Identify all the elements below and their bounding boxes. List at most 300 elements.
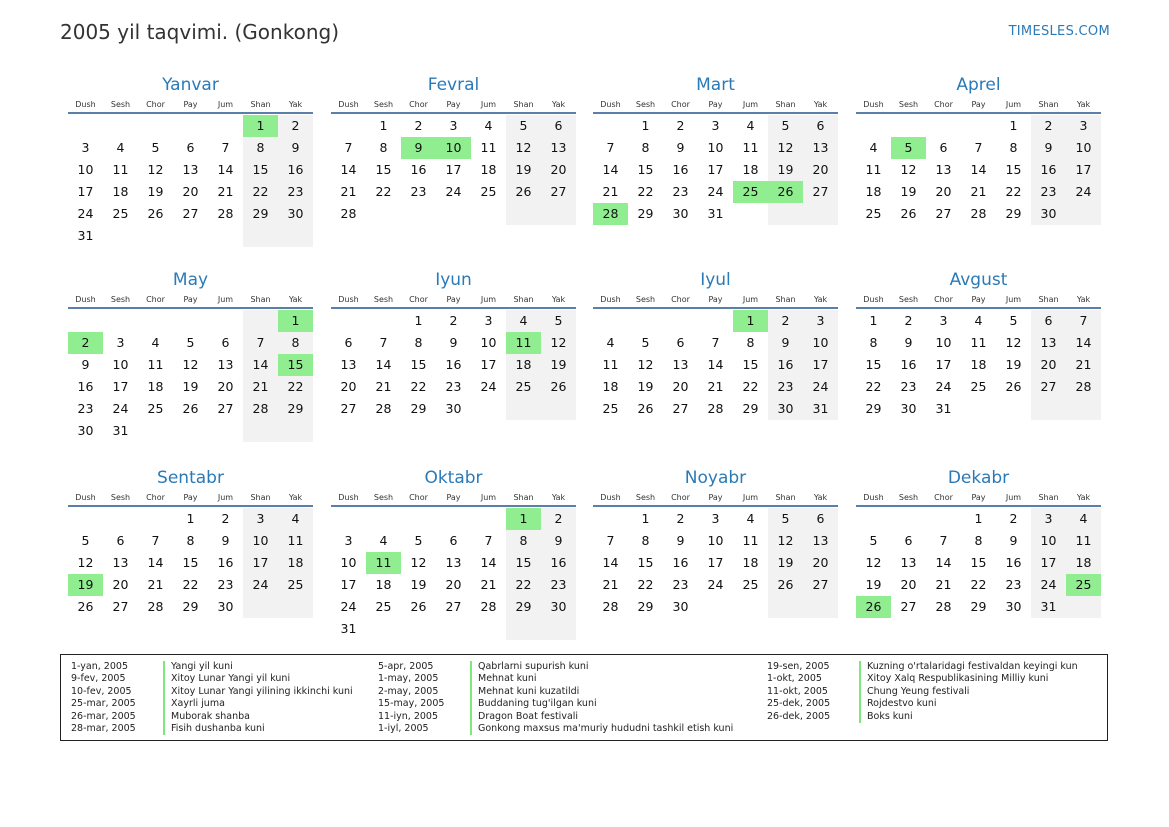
day-cell[interactable]: 10 — [707, 140, 724, 155]
day-cell[interactable]: 1 — [869, 313, 878, 328]
day-cell[interactable]: 17 — [707, 555, 724, 570]
day-cell[interactable]: 10 — [935, 335, 952, 350]
day-cell[interactable]: 11 — [112, 162, 129, 177]
day-cell[interactable]: 6 — [541, 115, 576, 137]
day-cell[interactable]: 13 — [541, 137, 576, 159]
day-cell[interactable]: 30 — [900, 401, 917, 416]
day-cell[interactable]: 9 — [904, 335, 913, 350]
day-cell[interactable]: 7 — [221, 140, 230, 155]
day-cell[interactable]: 8 — [186, 533, 195, 548]
day-cell[interactable]: 4 — [1066, 508, 1101, 530]
day-cell[interactable]: 3 — [1031, 508, 1066, 530]
day-cell[interactable]: 25 — [480, 184, 497, 199]
day-cell[interactable]: 27 — [803, 181, 838, 203]
day-cell[interactable]: 18 — [112, 184, 129, 199]
day-cell[interactable]: 7 — [939, 533, 948, 548]
day-cell[interactable]: 2 — [221, 511, 230, 526]
day-cell[interactable]: 14 — [147, 555, 164, 570]
day-cell[interactable]: 14 — [217, 162, 234, 177]
day-cell[interactable]: 3 — [116, 335, 125, 350]
day-cell[interactable]: 8 — [1009, 140, 1018, 155]
day-cell[interactable]: 5 — [768, 115, 803, 137]
day-cell[interactable]: 7 — [344, 140, 353, 155]
day-cell[interactable]: 9 — [676, 140, 685, 155]
day-cell[interactable]: 20 — [182, 184, 199, 199]
day-cell[interactable]: 26 — [410, 599, 427, 614]
day-cell[interactable]: 24 — [480, 379, 497, 394]
day-cell[interactable]: 3 — [711, 118, 720, 133]
day-cell[interactable]: 22 — [410, 379, 427, 394]
day-cell[interactable]: 23 — [541, 574, 576, 596]
day-cell[interactable]: 15 — [243, 159, 278, 181]
day-cell[interactable]: 10 — [1031, 530, 1066, 552]
day-cell[interactable]: 21 — [147, 577, 164, 592]
day-cell[interactable]: 10 — [480, 335, 497, 350]
day-cell[interactable]: 28 — [1066, 376, 1101, 398]
day-cell[interactable]: 29 — [182, 599, 199, 614]
day-cell[interactable]: 15 — [182, 555, 199, 570]
day-cell[interactable]: 24 — [340, 599, 357, 614]
day-cell[interactable]: 17 — [480, 357, 497, 372]
day-cell[interactable]: 6 — [939, 140, 948, 155]
day-cell[interactable]: 3 — [484, 313, 493, 328]
day-cell[interactable]: 12 — [1005, 335, 1022, 350]
day-cell[interactable]: 6 — [803, 115, 838, 137]
day-cell[interactable]: 6 — [116, 533, 125, 548]
day-cell[interactable]: 28 — [375, 401, 392, 416]
day-cell[interactable]: 29 — [637, 206, 654, 221]
day-cell[interactable]: 21 — [935, 577, 952, 592]
day-cell[interactable]: 22 — [182, 577, 199, 592]
day-cell[interactable]: 16 — [445, 357, 462, 372]
day-cell[interactable]: 17 — [445, 162, 462, 177]
day-cell[interactable]: 15 — [865, 357, 882, 372]
day-cell[interactable]: 21 — [375, 379, 392, 394]
day-cell[interactable]: 5 — [186, 335, 195, 350]
day-cell[interactable]: 28 — [935, 599, 952, 614]
day-cell[interactable]: 19 — [900, 184, 917, 199]
day-cell[interactable]: 30 — [672, 206, 689, 221]
day-cell[interactable]: 12 — [637, 357, 654, 372]
day-cell[interactable]: 11 — [602, 357, 619, 372]
day-cell[interactable]: 9 — [768, 332, 803, 354]
day-cell[interactable]: 13 — [803, 530, 838, 552]
day-cell[interactable]: 13 — [445, 555, 462, 570]
day-cell[interactable]: 16 — [278, 159, 313, 181]
day-cell[interactable]: 3 — [939, 313, 948, 328]
day-cell[interactable]: 25 — [278, 574, 313, 596]
day-cell[interactable]: 5 — [541, 310, 576, 332]
day-cell[interactable]: 18 — [1066, 552, 1101, 574]
day-cell[interactable]: 24 — [935, 379, 952, 394]
day-cell[interactable]: 5 — [81, 533, 90, 548]
day-cell[interactable]: 15 — [742, 357, 759, 372]
day-cell[interactable]: 17 — [1031, 552, 1066, 574]
day-cell[interactable]: 22 — [278, 376, 313, 398]
day-cell[interactable]: 25 — [506, 376, 541, 398]
day-cell[interactable]: 8 — [414, 335, 423, 350]
day-cell[interactable]: 29 — [278, 398, 313, 420]
day-cell[interactable]: 4 — [606, 335, 615, 350]
day-cell[interactable]: 14 — [970, 162, 987, 177]
day-cell[interactable]: 8 — [974, 533, 983, 548]
day-cell[interactable]: 6 — [1031, 310, 1066, 332]
day-cell[interactable]: 27 — [935, 206, 952, 221]
day-cell[interactable]: 10 — [803, 332, 838, 354]
day-cell[interactable]: 18 — [375, 577, 392, 592]
day-cell[interactable]: 16 — [672, 162, 689, 177]
day-cell[interactable]: 11 — [1066, 530, 1101, 552]
day-cell[interactable]: 12 — [147, 162, 164, 177]
day-cell[interactable]: 23 — [768, 376, 803, 398]
day-cell[interactable]: 14 — [340, 162, 357, 177]
day-cell[interactable]: 24 — [803, 376, 838, 398]
day-cell[interactable]: 30 — [768, 398, 803, 420]
day-cell[interactable]: 26 — [506, 181, 541, 203]
day-cell[interactable]: 22 — [742, 379, 759, 394]
day-cell[interactable]: 21 — [707, 379, 724, 394]
day-cell[interactable]: 1 — [186, 511, 195, 526]
day-cell[interactable]: 9 — [449, 335, 458, 350]
day-cell[interactable]: 6 — [803, 508, 838, 530]
day-cell[interactable]: 9 — [221, 533, 230, 548]
day-cell[interactable]: 29 — [410, 401, 427, 416]
day-cell[interactable]: 19 — [147, 184, 164, 199]
holiday-day-cell[interactable]: 10 — [436, 137, 471, 159]
day-cell[interactable]: 2 — [904, 313, 913, 328]
day-cell[interactable]: 27 — [340, 401, 357, 416]
day-cell[interactable]: 11 — [742, 533, 759, 548]
day-cell[interactable]: 3 — [81, 140, 90, 155]
day-cell[interactable]: 2 — [278, 115, 313, 137]
day-cell[interactable]: 24 — [1031, 574, 1066, 596]
day-cell[interactable]: 4 — [116, 140, 125, 155]
day-cell[interactable]: 25 — [602, 401, 619, 416]
day-cell[interactable]: 23 — [900, 379, 917, 394]
holiday-day-cell[interactable]: 1 — [278, 310, 313, 332]
day-cell[interactable]: 24 — [1066, 181, 1101, 203]
day-cell[interactable]: 2 — [449, 313, 458, 328]
day-cell[interactable]: 21 — [1066, 354, 1101, 376]
day-cell[interactable]: 14 — [480, 555, 497, 570]
brand-link[interactable]: TIMESLES.COM — [1008, 24, 1110, 39]
day-cell[interactable]: 2 — [1009, 511, 1018, 526]
day-cell[interactable]: 21 — [243, 376, 278, 398]
day-cell[interactable]: 25 — [375, 599, 392, 614]
day-cell[interactable]: 26 — [637, 401, 654, 416]
day-cell[interactable]: 15 — [506, 552, 541, 574]
day-cell[interactable]: 26 — [147, 206, 164, 221]
day-cell[interactable]: 17 — [77, 184, 94, 199]
day-cell[interactable]: 24 — [112, 401, 129, 416]
day-cell[interactable]: 23 — [672, 577, 689, 592]
day-cell[interactable]: 16 — [672, 555, 689, 570]
day-cell[interactable]: 4 — [974, 313, 983, 328]
day-cell[interactable]: 31 — [112, 423, 129, 438]
day-cell[interactable]: 28 — [217, 206, 234, 221]
day-cell[interactable]: 27 — [182, 206, 199, 221]
holiday-day-cell[interactable]: 25 — [1066, 574, 1101, 596]
day-cell[interactable]: 5 — [151, 140, 160, 155]
day-cell[interactable]: 24 — [707, 577, 724, 592]
day-cell[interactable]: 5 — [1009, 313, 1018, 328]
day-cell[interactable]: 17 — [935, 357, 952, 372]
day-cell[interactable]: 19 — [410, 577, 427, 592]
day-cell[interactable]: 27 — [803, 574, 838, 596]
day-cell[interactable]: 12 — [410, 555, 427, 570]
day-cell[interactable]: 13 — [935, 162, 952, 177]
day-cell[interactable]: 13 — [340, 357, 357, 372]
day-cell[interactable]: 7 — [484, 533, 493, 548]
day-cell[interactable]: 16 — [541, 552, 576, 574]
day-cell[interactable]: 5 — [414, 533, 423, 548]
day-cell[interactable]: 31 — [935, 401, 952, 416]
day-cell[interactable]: 22 — [637, 184, 654, 199]
day-cell[interactable]: 9 — [278, 137, 313, 159]
holiday-day-cell[interactable]: 28 — [593, 203, 628, 225]
day-cell[interactable]: 19 — [506, 159, 541, 181]
day-cell[interactable]: 14 — [935, 555, 952, 570]
day-cell[interactable]: 8 — [869, 335, 878, 350]
day-cell[interactable]: 6 — [904, 533, 913, 548]
day-cell[interactable]: 23 — [77, 401, 94, 416]
day-cell[interactable]: 11 — [278, 530, 313, 552]
day-cell[interactable]: 17 — [803, 354, 838, 376]
day-cell[interactable]: 29 — [1005, 206, 1022, 221]
holiday-day-cell[interactable]: 1 — [243, 115, 278, 137]
day-cell[interactable]: 7 — [974, 140, 983, 155]
day-cell[interactable]: 10 — [243, 530, 278, 552]
day-cell[interactable]: 6 — [221, 335, 230, 350]
day-cell[interactable]: 23 — [217, 577, 234, 592]
day-cell[interactable]: 13 — [217, 357, 234, 372]
day-cell[interactable]: 4 — [506, 310, 541, 332]
holiday-day-cell[interactable]: 5 — [891, 137, 926, 159]
day-cell[interactable]: 14 — [602, 162, 619, 177]
day-cell[interactable]: 2 — [414, 118, 423, 133]
day-cell[interactable]: 11 — [865, 162, 882, 177]
day-cell[interactable]: 3 — [803, 310, 838, 332]
day-cell[interactable]: 19 — [1005, 357, 1022, 372]
holiday-day-cell[interactable]: 9 — [401, 137, 436, 159]
day-cell[interactable]: 3 — [449, 118, 458, 133]
day-cell[interactable]: 5 — [869, 533, 878, 548]
day-cell[interactable]: 7 — [606, 140, 615, 155]
day-cell[interactable]: 30 — [1005, 599, 1022, 614]
day-cell[interactable]: 22 — [970, 577, 987, 592]
day-cell[interactable]: 4 — [379, 533, 388, 548]
day-cell[interactable]: 10 — [340, 555, 357, 570]
day-cell[interactable]: 1 — [1009, 118, 1018, 133]
day-cell[interactable]: 2 — [676, 118, 685, 133]
day-cell[interactable]: 9 — [676, 533, 685, 548]
day-cell[interactable]: 27 — [217, 401, 234, 416]
day-cell[interactable]: 13 — [803, 137, 838, 159]
day-cell[interactable]: 16 — [900, 357, 917, 372]
day-cell[interactable]: 22 — [375, 184, 392, 199]
day-cell[interactable]: 27 — [900, 599, 917, 614]
day-cell[interactable]: 3 — [243, 508, 278, 530]
day-cell[interactable]: 26 — [1005, 379, 1022, 394]
day-cell[interactable]: 16 — [1031, 159, 1066, 181]
day-cell[interactable]: 16 — [77, 379, 94, 394]
day-cell[interactable]: 19 — [182, 379, 199, 394]
day-cell[interactable]: 15 — [410, 357, 427, 372]
day-cell[interactable]: 7 — [151, 533, 160, 548]
holiday-day-cell[interactable]: 2 — [68, 332, 103, 354]
day-cell[interactable]: 25 — [147, 401, 164, 416]
day-cell[interactable]: 28 — [243, 398, 278, 420]
day-cell[interactable]: 7 — [243, 332, 278, 354]
day-cell[interactable]: 1 — [641, 511, 650, 526]
day-cell[interactable]: 26 — [541, 376, 576, 398]
day-cell[interactable]: 12 — [768, 137, 803, 159]
day-cell[interactable]: 7 — [711, 335, 720, 350]
day-cell[interactable]: 11 — [742, 140, 759, 155]
day-cell[interactable]: 5 — [768, 508, 803, 530]
day-cell[interactable]: 31 — [77, 228, 94, 243]
day-cell[interactable]: 20 — [112, 577, 129, 592]
day-cell[interactable]: 8 — [243, 137, 278, 159]
day-cell[interactable]: 3 — [344, 533, 353, 548]
day-cell[interactable]: 30 — [1031, 203, 1066, 225]
day-cell[interactable]: 28 — [480, 599, 497, 614]
day-cell[interactable]: 8 — [278, 332, 313, 354]
day-cell[interactable]: 15 — [375, 162, 392, 177]
day-cell[interactable]: 7 — [1066, 310, 1101, 332]
day-cell[interactable]: 4 — [278, 508, 313, 530]
day-cell[interactable]: 20 — [935, 184, 952, 199]
day-cell[interactable]: 9 — [81, 357, 90, 372]
day-cell[interactable]: 15 — [1005, 162, 1022, 177]
day-cell[interactable]: 30 — [541, 596, 576, 618]
day-cell[interactable]: 23 — [445, 379, 462, 394]
day-cell[interactable]: 12 — [506, 137, 541, 159]
day-cell[interactable]: 26 — [768, 574, 803, 596]
day-cell[interactable]: 13 — [900, 555, 917, 570]
holiday-day-cell[interactable]: 25 — [733, 181, 768, 203]
day-cell[interactable]: 23 — [1031, 181, 1066, 203]
day-cell[interactable]: 31 — [803, 398, 838, 420]
day-cell[interactable]: 11 — [147, 357, 164, 372]
day-cell[interactable]: 9 — [1009, 533, 1018, 548]
day-cell[interactable]: 21 — [602, 184, 619, 199]
holiday-day-cell[interactable]: 19 — [68, 574, 103, 596]
day-cell[interactable]: 12 — [768, 530, 803, 552]
day-cell[interactable]: 20 — [541, 159, 576, 181]
day-cell[interactable]: 25 — [742, 577, 759, 592]
day-cell[interactable]: 23 — [278, 181, 313, 203]
day-cell[interactable]: 10 — [77, 162, 94, 177]
day-cell[interactable]: 9 — [1031, 137, 1066, 159]
day-cell[interactable]: 17 — [243, 552, 278, 574]
day-cell[interactable]: 22 — [1005, 184, 1022, 199]
day-cell[interactable]: 1 — [379, 118, 388, 133]
day-cell[interactable]: 13 — [672, 357, 689, 372]
day-cell[interactable]: 29 — [742, 401, 759, 416]
day-cell[interactable]: 19 — [541, 354, 576, 376]
day-cell[interactable]: 29 — [970, 599, 987, 614]
day-cell[interactable]: 6 — [344, 335, 353, 350]
day-cell[interactable]: 23 — [1005, 577, 1022, 592]
day-cell[interactable]: 24 — [707, 184, 724, 199]
day-cell[interactable]: 30 — [278, 203, 313, 225]
day-cell[interactable]: 30 — [672, 599, 689, 614]
day-cell[interactable]: 4 — [151, 335, 160, 350]
day-cell[interactable]: 20 — [900, 577, 917, 592]
day-cell[interactable]: 29 — [865, 401, 882, 416]
day-cell[interactable]: 26 — [900, 206, 917, 221]
day-cell[interactable]: 14 — [602, 555, 619, 570]
day-cell[interactable]: 28 — [147, 599, 164, 614]
day-cell[interactable]: 30 — [77, 423, 94, 438]
holiday-day-cell[interactable]: 26 — [856, 596, 891, 618]
day-cell[interactable]: 1 — [641, 118, 650, 133]
day-cell[interactable]: 2 — [676, 511, 685, 526]
day-cell[interactable]: 20 — [803, 552, 838, 574]
day-cell[interactable]: 25 — [970, 379, 987, 394]
day-cell[interactable]: 8 — [746, 335, 755, 350]
day-cell[interactable]: 15 — [637, 555, 654, 570]
holiday-day-cell[interactable]: 15 — [278, 354, 313, 376]
day-cell[interactable]: 17 — [1066, 159, 1101, 181]
day-cell[interactable]: 14 — [707, 357, 724, 372]
day-cell[interactable]: 31 — [707, 206, 724, 221]
day-cell[interactable]: 25 — [865, 206, 882, 221]
day-cell[interactable]: 17 — [112, 379, 129, 394]
day-cell[interactable]: 3 — [1066, 115, 1101, 137]
holiday-day-cell[interactable]: 1 — [506, 508, 541, 530]
day-cell[interactable]: 23 — [410, 184, 427, 199]
day-cell[interactable]: 18 — [506, 354, 541, 376]
day-cell[interactable]: 16 — [1005, 555, 1022, 570]
day-cell[interactable]: 21 — [217, 184, 234, 199]
day-cell[interactable]: 20 — [217, 379, 234, 394]
day-cell[interactable]: 27 — [541, 181, 576, 203]
day-cell[interactable]: 14 — [375, 357, 392, 372]
day-cell[interactable]: 27 — [112, 599, 129, 614]
day-cell[interactable]: 6 — [449, 533, 458, 548]
day-cell[interactable]: 16 — [410, 162, 427, 177]
day-cell[interactable]: 31 — [1031, 596, 1066, 618]
day-cell[interactable]: 24 — [445, 184, 462, 199]
day-cell[interactable]: 20 — [340, 379, 357, 394]
day-cell[interactable]: 20 — [1031, 354, 1066, 376]
day-cell[interactable]: 7 — [379, 335, 388, 350]
day-cell[interactable]: 12 — [541, 332, 576, 354]
day-cell[interactable]: 11 — [970, 335, 987, 350]
day-cell[interactable]: 28 — [707, 401, 724, 416]
day-cell[interactable]: 6 — [676, 335, 685, 350]
day-cell[interactable]: 28 — [602, 599, 619, 614]
day-cell[interactable]: 19 — [768, 159, 803, 181]
day-cell[interactable]: 13 — [182, 162, 199, 177]
day-cell[interactable]: 21 — [602, 577, 619, 592]
day-cell[interactable]: 18 — [970, 357, 987, 372]
day-cell[interactable]: 7 — [606, 533, 615, 548]
day-cell[interactable]: 8 — [641, 533, 650, 548]
day-cell[interactable]: 19 — [637, 379, 654, 394]
day-cell[interactable]: 20 — [672, 379, 689, 394]
day-cell[interactable]: 20 — [445, 577, 462, 592]
day-cell[interactable]: 24 — [243, 574, 278, 596]
day-cell[interactable]: 18 — [480, 162, 497, 177]
day-cell[interactable]: 17 — [340, 577, 357, 592]
day-cell[interactable]: 21 — [480, 577, 497, 592]
day-cell[interactable]: 4 — [869, 140, 878, 155]
holiday-day-cell[interactable]: 26 — [768, 181, 803, 203]
day-cell[interactable]: 1 — [974, 511, 983, 526]
